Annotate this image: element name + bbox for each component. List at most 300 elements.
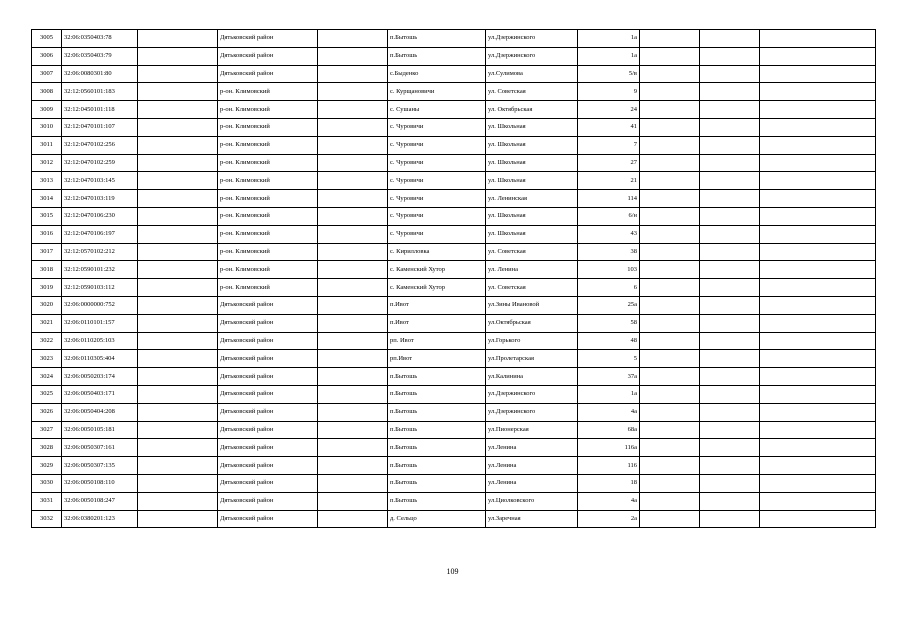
cadastral-number-cell: 32:06:0050108:110: [62, 474, 138, 492]
cadastral-number-cell: 32:06:0110305:404: [62, 350, 138, 368]
district-cell: Дятьковский район: [218, 296, 318, 314]
street-cell: ул.Горького: [486, 332, 578, 350]
settlement-cell: п.Бытошь: [388, 457, 486, 475]
settlement-cell: п.Ивот: [388, 314, 486, 332]
empty-cell: [760, 457, 876, 475]
empty-cell: [318, 30, 388, 48]
empty-cell: [640, 261, 700, 279]
table-row: [32, 421, 876, 439]
empty-cell: [318, 118, 388, 136]
empty-cell: [760, 439, 876, 457]
empty-cell: [318, 457, 388, 475]
cadastral-number-cell: 32:06:0050203:174: [62, 368, 138, 386]
empty-cell: [640, 314, 700, 332]
empty-cell: [700, 510, 760, 528]
cadastral-number-cell: 32:06:0050307:135: [62, 457, 138, 475]
empty-cell: [760, 83, 876, 101]
house-number-cell: 4а: [578, 403, 640, 421]
empty-cell: [640, 457, 700, 475]
empty-cell: [640, 172, 700, 190]
house-number-cell: 5: [578, 350, 640, 368]
empty-cell: [640, 30, 700, 48]
house-number-cell: 6/н: [578, 207, 640, 225]
empty-cell: [138, 118, 218, 136]
district-cell: Дятьковский район: [218, 350, 318, 368]
row-number-cell: 3006: [32, 47, 62, 65]
table-row: [32, 47, 876, 65]
empty-cell: [318, 207, 388, 225]
row-number-cell: 3031: [32, 492, 62, 510]
cadastral-number-cell: 32:12:0470103:119: [62, 190, 138, 208]
empty-cell: [640, 154, 700, 172]
empty-cell: [760, 136, 876, 154]
house-number-cell: 41: [578, 118, 640, 136]
table-row: [32, 403, 876, 421]
empty-cell: [760, 385, 876, 403]
cadastral-number-cell: 32:12:0470106:197: [62, 225, 138, 243]
row-number-cell: 3018: [32, 261, 62, 279]
district-cell: р-он. Климовский: [218, 190, 318, 208]
house-number-cell: 5/в: [578, 65, 640, 83]
empty-cell: [700, 279, 760, 297]
street-cell: ул. Школьная: [486, 118, 578, 136]
empty-cell: [700, 296, 760, 314]
empty-cell: [700, 30, 760, 48]
row-number-cell: 3022: [32, 332, 62, 350]
street-cell: ул.Ленина: [486, 439, 578, 457]
empty-cell: [138, 30, 218, 48]
settlement-cell: п.Ивот: [388, 296, 486, 314]
table-row: [32, 314, 876, 332]
empty-cell: [138, 47, 218, 65]
row-number-cell: 3008: [32, 83, 62, 101]
street-cell: ул.Циолковского: [486, 492, 578, 510]
empty-cell: [640, 47, 700, 65]
district-cell: р-он. Климовский: [218, 154, 318, 172]
street-cell: ул.Дзержинского: [486, 30, 578, 48]
street-cell: ул.Пролетарская: [486, 350, 578, 368]
street-cell: ул.Дзержинского: [486, 385, 578, 403]
cadastral-number-cell: 32:12:0450101:118: [62, 101, 138, 119]
table-row: [32, 368, 876, 386]
empty-cell: [760, 207, 876, 225]
row-number-cell: 3030: [32, 474, 62, 492]
empty-cell: [700, 368, 760, 386]
empty-cell: [318, 439, 388, 457]
row-number-cell: 3014: [32, 190, 62, 208]
table-row: [32, 101, 876, 119]
house-number-cell: 2а: [578, 510, 640, 528]
row-number-cell: 3005: [32, 30, 62, 48]
settlement-cell: с. Каменский Хутор: [388, 261, 486, 279]
empty-cell: [318, 368, 388, 386]
table-row: [32, 118, 876, 136]
empty-cell: [640, 385, 700, 403]
settlement-cell: с. Чуровичи: [388, 172, 486, 190]
empty-cell: [760, 368, 876, 386]
empty-cell: [700, 474, 760, 492]
district-cell: Дятьковский район: [218, 47, 318, 65]
empty-cell: [760, 243, 876, 261]
settlement-cell: п.Бытошь: [388, 421, 486, 439]
empty-cell: [760, 403, 876, 421]
house-number-cell: 116а: [578, 439, 640, 457]
empty-cell: [700, 350, 760, 368]
street-cell: ул.Ленина: [486, 474, 578, 492]
empty-cell: [318, 474, 388, 492]
settlement-cell: п.Бытошь: [388, 492, 486, 510]
empty-cell: [700, 332, 760, 350]
cadastral-number-cell: 32:06:0050105:181: [62, 421, 138, 439]
settlement-cell: рп. Ивот: [388, 332, 486, 350]
empty-cell: [760, 172, 876, 190]
table-row: [32, 510, 876, 528]
row-number-cell: 3019: [32, 279, 62, 297]
empty-cell: [138, 314, 218, 332]
row-number-cell: 3032: [32, 510, 62, 528]
empty-cell: [138, 101, 218, 119]
house-number-cell: 1а: [578, 47, 640, 65]
empty-cell: [640, 207, 700, 225]
house-number-cell: 48: [578, 332, 640, 350]
house-number-cell: 21: [578, 172, 640, 190]
district-cell: Дятьковский район: [218, 30, 318, 48]
settlement-cell: с. Чуровичи: [388, 190, 486, 208]
empty-cell: [138, 368, 218, 386]
table-row: [32, 30, 876, 48]
empty-cell: [640, 492, 700, 510]
empty-cell: [138, 190, 218, 208]
house-number-cell: 1а: [578, 385, 640, 403]
settlement-cell: п.Бытошь: [388, 47, 486, 65]
empty-cell: [138, 65, 218, 83]
empty-cell: [318, 296, 388, 314]
district-cell: Дятьковский район: [218, 385, 318, 403]
empty-cell: [640, 296, 700, 314]
street-cell: ул. Школьная: [486, 172, 578, 190]
empty-cell: [700, 421, 760, 439]
row-number-cell: 3011: [32, 136, 62, 154]
cadastral-number-cell: 32:06:0050307:161: [62, 439, 138, 457]
settlement-cell: д. Сельцо: [388, 510, 486, 528]
empty-cell: [138, 225, 218, 243]
district-cell: р-он. Климовский: [218, 136, 318, 154]
street-cell: ул.Калинина: [486, 368, 578, 386]
empty-cell: [760, 279, 876, 297]
table-row: [32, 261, 876, 279]
empty-cell: [640, 350, 700, 368]
settlement-cell: п.Бытошь: [388, 368, 486, 386]
house-number-cell: 43: [578, 225, 640, 243]
house-number-cell: 7: [578, 136, 640, 154]
row-number-cell: 3017: [32, 243, 62, 261]
street-cell: ул. Школьная: [486, 225, 578, 243]
cadastral-number-cell: 32:06:0050403:171: [62, 385, 138, 403]
table-row: [32, 279, 876, 297]
table-row: [32, 474, 876, 492]
table-row: [32, 83, 876, 101]
empty-cell: [700, 118, 760, 136]
street-cell: ул. Школьная: [486, 207, 578, 225]
house-number-cell: 116: [578, 457, 640, 475]
settlement-cell: с. Чуровичи: [388, 207, 486, 225]
house-number-cell: 25а: [578, 296, 640, 314]
row-number-cell: 3016: [32, 225, 62, 243]
empty-cell: [318, 403, 388, 421]
settlement-cell: п.Бытошь: [388, 474, 486, 492]
empty-cell: [640, 243, 700, 261]
empty-cell: [138, 296, 218, 314]
empty-cell: [318, 261, 388, 279]
empty-cell: [700, 261, 760, 279]
empty-cell: [760, 296, 876, 314]
empty-cell: [760, 510, 876, 528]
empty-cell: [760, 154, 876, 172]
empty-cell: [700, 83, 760, 101]
cadastral-number-cell: 32:06:0000000:752: [62, 296, 138, 314]
empty-cell: [640, 332, 700, 350]
empty-cell: [700, 243, 760, 261]
row-number-cell: 3020: [32, 296, 62, 314]
empty-cell: [700, 439, 760, 457]
empty-cell: [640, 510, 700, 528]
row-number-cell: 3023: [32, 350, 62, 368]
street-cell: ул.Зины Ивановой: [486, 296, 578, 314]
empty-cell: [138, 243, 218, 261]
empty-cell: [138, 83, 218, 101]
empty-cell: [138, 350, 218, 368]
row-number-cell: 3010: [32, 118, 62, 136]
empty-cell: [640, 279, 700, 297]
cadastral-number-cell: 32:06:0350403:79: [62, 47, 138, 65]
house-number-cell: 103: [578, 261, 640, 279]
house-number-cell: 9: [578, 83, 640, 101]
street-cell: ул.Дзержинского: [486, 47, 578, 65]
empty-cell: [318, 65, 388, 83]
street-cell: ул. Советская: [486, 279, 578, 297]
empty-cell: [760, 332, 876, 350]
settlement-cell: рп.Ивот: [388, 350, 486, 368]
cadastral-number-cell: 32:12:0570102:212: [62, 243, 138, 261]
district-cell: Дятьковский район: [218, 314, 318, 332]
empty-cell: [318, 47, 388, 65]
table-row: [32, 439, 876, 457]
empty-cell: [640, 190, 700, 208]
district-cell: Дятьковский район: [218, 421, 318, 439]
house-number-cell: 27: [578, 154, 640, 172]
settlement-cell: с.Быденко: [388, 65, 486, 83]
empty-cell: [138, 510, 218, 528]
empty-cell: [640, 368, 700, 386]
empty-cell: [318, 172, 388, 190]
empty-cell: [760, 492, 876, 510]
house-number-cell: 114: [578, 190, 640, 208]
settlement-cell: с. Курщановичи: [388, 83, 486, 101]
empty-cell: [318, 421, 388, 439]
empty-cell: [700, 492, 760, 510]
empty-cell: [138, 421, 218, 439]
empty-cell: [138, 492, 218, 510]
empty-cell: [760, 350, 876, 368]
row-number-cell: 3021: [32, 314, 62, 332]
empty-cell: [138, 385, 218, 403]
empty-cell: [700, 154, 760, 172]
row-number-cell: 3024: [32, 368, 62, 386]
cadastral-number-cell: 32:12:0560101:183: [62, 83, 138, 101]
cadastral-number-cell: 32:06:0080301:80: [62, 65, 138, 83]
district-cell: Дятьковский район: [218, 439, 318, 457]
district-cell: Дятьковский район: [218, 492, 318, 510]
empty-cell: [318, 332, 388, 350]
settlement-cell: с. Кирилловка: [388, 243, 486, 261]
settlement-cell: с. Чуровичи: [388, 154, 486, 172]
empty-cell: [138, 439, 218, 457]
cadastral-number-cell: 32:06:0380201:123: [62, 510, 138, 528]
empty-cell: [640, 65, 700, 83]
empty-cell: [138, 332, 218, 350]
row-number-cell: 3029: [32, 457, 62, 475]
empty-cell: [700, 457, 760, 475]
table-row: [32, 207, 876, 225]
empty-cell: [700, 207, 760, 225]
district-cell: Дятьковский район: [218, 368, 318, 386]
empty-cell: [640, 101, 700, 119]
empty-cell: [318, 101, 388, 119]
empty-cell: [760, 261, 876, 279]
street-cell: ул.Заречная: [486, 510, 578, 528]
street-cell: ул.Дзержинского: [486, 403, 578, 421]
street-cell: ул. Советская: [486, 83, 578, 101]
row-number-cell: 3027: [32, 421, 62, 439]
district-cell: р-он. Климовский: [218, 261, 318, 279]
row-number-cell: 3015: [32, 207, 62, 225]
row-number-cell: 3026: [32, 403, 62, 421]
row-number-cell: 3025: [32, 385, 62, 403]
empty-cell: [760, 101, 876, 119]
empty-cell: [700, 314, 760, 332]
empty-cell: [640, 225, 700, 243]
empty-cell: [700, 190, 760, 208]
house-number-cell: 68а: [578, 421, 640, 439]
empty-cell: [700, 385, 760, 403]
empty-cell: [318, 279, 388, 297]
table-row: [32, 350, 876, 368]
street-cell: ул. Школьная: [486, 154, 578, 172]
empty-cell: [700, 101, 760, 119]
settlement-cell: п.Бытошь: [388, 385, 486, 403]
district-cell: Дятьковский район: [218, 403, 318, 421]
empty-cell: [138, 207, 218, 225]
empty-cell: [760, 474, 876, 492]
settlement-cell: с. Чуровичи: [388, 225, 486, 243]
empty-cell: [138, 136, 218, 154]
street-cell: ул. Ленина: [486, 261, 578, 279]
empty-cell: [700, 65, 760, 83]
district-cell: Дятьковский район: [218, 474, 318, 492]
house-number-cell: 4а: [578, 492, 640, 510]
empty-cell: [700, 136, 760, 154]
street-cell: ул.Пионерская: [486, 421, 578, 439]
cadastral-number-cell: 32:12:0590101:232: [62, 261, 138, 279]
empty-cell: [760, 421, 876, 439]
empty-cell: [318, 83, 388, 101]
empty-cell: [318, 190, 388, 208]
house-number-cell: 37а: [578, 368, 640, 386]
registry-table-body: [32, 30, 876, 528]
settlement-cell: п.Бытошь: [388, 403, 486, 421]
cadastral-number-cell: 32:12:0470101:107: [62, 118, 138, 136]
house-number-cell: 18: [578, 474, 640, 492]
empty-cell: [700, 172, 760, 190]
empty-cell: [318, 510, 388, 528]
district-cell: р-он. Климовский: [218, 207, 318, 225]
empty-cell: [138, 261, 218, 279]
empty-cell: [760, 65, 876, 83]
district-cell: р-он. Климовский: [218, 101, 318, 119]
cadastral-number-cell: 32:06:0350403:78: [62, 30, 138, 48]
street-cell: ул. Советская: [486, 243, 578, 261]
cadastral-number-cell: 32:12:0470102:256: [62, 136, 138, 154]
house-number-cell: 24: [578, 101, 640, 119]
row-number-cell: 3009: [32, 101, 62, 119]
empty-cell: [640, 474, 700, 492]
street-cell: ул. Ленинская: [486, 190, 578, 208]
district-cell: Дятьковский район: [218, 65, 318, 83]
street-cell: ул. Октябрьская: [486, 101, 578, 119]
table-row: [32, 154, 876, 172]
cadastral-number-cell: 32:12:0470103:145: [62, 172, 138, 190]
empty-cell: [318, 225, 388, 243]
district-cell: Дятьковский район: [218, 332, 318, 350]
empty-cell: [760, 47, 876, 65]
page-number: 109: [446, 567, 459, 576]
empty-cell: [318, 314, 388, 332]
empty-cell: [318, 350, 388, 368]
empty-cell: [640, 118, 700, 136]
row-number-cell: 3012: [32, 154, 62, 172]
empty-cell: [138, 154, 218, 172]
district-cell: р-он. Климовский: [218, 118, 318, 136]
table-row: [32, 190, 876, 208]
district-cell: р-он. Климовский: [218, 225, 318, 243]
empty-cell: [318, 154, 388, 172]
street-cell: ул.Ленина: [486, 457, 578, 475]
house-number-cell: 6: [578, 279, 640, 297]
row-number-cell: 3013: [32, 172, 62, 190]
empty-cell: [318, 136, 388, 154]
settlement-cell: с. Сушаны: [388, 101, 486, 119]
street-cell: ул. Школьная: [486, 136, 578, 154]
cadastral-number-cell: 32:06:0110205:103: [62, 332, 138, 350]
district-cell: р-он. Климовский: [218, 243, 318, 261]
empty-cell: [700, 403, 760, 421]
empty-cell: [138, 457, 218, 475]
table-row: [32, 136, 876, 154]
row-number-cell: 3007: [32, 65, 62, 83]
empty-cell: [318, 385, 388, 403]
empty-cell: [318, 492, 388, 510]
empty-cell: [138, 172, 218, 190]
table-row: [32, 172, 876, 190]
settlement-cell: с. Чуровичи: [388, 136, 486, 154]
cadastral-number-cell: 32:06:0110101:157: [62, 314, 138, 332]
cadastral-number-cell: 32:06:0050108:247: [62, 492, 138, 510]
settlement-cell: п.Бытошь: [388, 439, 486, 457]
table-row: [32, 492, 876, 510]
empty-cell: [640, 403, 700, 421]
empty-cell: [318, 243, 388, 261]
empty-cell: [640, 421, 700, 439]
